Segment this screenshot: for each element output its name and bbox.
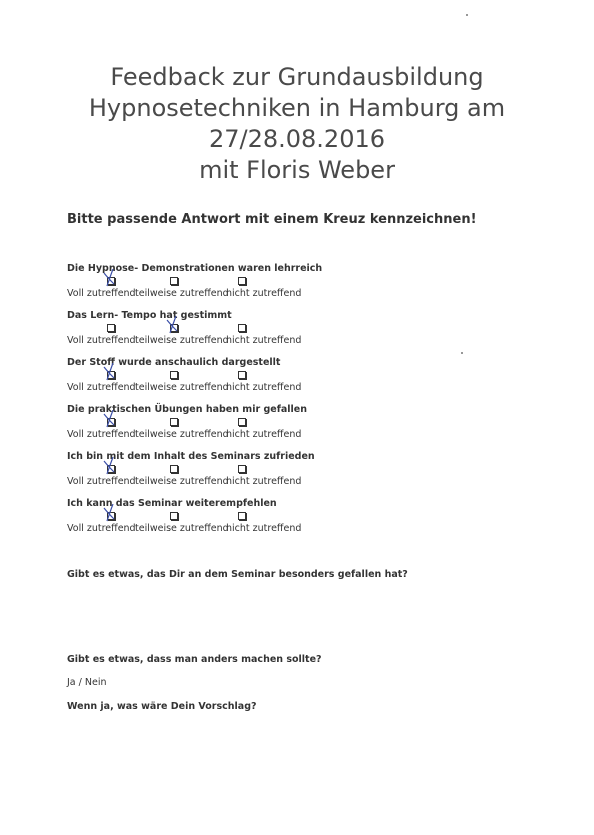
question-text: Das Lern- Tempo hat gestimmt [67,310,232,321]
answer-checkboxes [67,369,527,381]
answer-checkboxes [67,275,527,287]
title-line: 27/28.08.2016 [208,125,386,153]
checkbox-teilweise[interactable] [170,465,178,473]
checkbox-nicht[interactable] [238,512,246,520]
instruction-text: Bitte passende Antwort mit einem Kreuz kennzeichnen! [67,212,477,227]
question-block [67,262,527,300]
title-line: Feedback zur Grundausbildung [110,63,484,91]
checkbox-teilweise[interactable] [170,418,178,426]
option-label: nicht zutreffend [226,288,302,299]
option-label: Voll zutreffend [67,288,136,299]
option-label: teilweise zutreffend [135,476,229,487]
checkbox-teilweise[interactable] [170,512,178,520]
option-label: Voll zutreffend [67,335,136,346]
handwritten-cross-icon [103,363,115,381]
option-label: teilweise zutreffend [135,288,229,299]
question-block [67,309,527,347]
option-label: nicht zutreffend [226,523,302,534]
question-block [67,403,527,441]
answer-checkboxes [67,322,527,334]
option-label: teilweise zutreffend [135,335,229,346]
checkbox-teilweise[interactable] [170,277,178,285]
title-line: Hypnosetechniken in Hamburg am [88,94,506,122]
handwritten-cross-icon [103,269,115,287]
option-label: teilweise zutreffend [135,382,229,393]
option-label: nicht zutreffend [226,382,302,393]
question-text: Ich bin mit dem Inhalt des Seminars zufrieden [67,451,315,462]
answer-checkboxes [67,463,527,475]
question-text: Ich kann das Seminar weiterempfehlen [67,498,277,509]
title-line: mit Floris Weber [199,156,395,184]
yes-no-choice[interactable]: Ja / Nein [67,677,107,688]
option-label: teilweise zutreffend [135,429,229,440]
open-question-suggestion: Wenn ja, was wäre Dein Vorschlag? [67,701,257,712]
answer-checkboxes [67,510,527,522]
question-block [67,450,527,488]
option-label: nicht zutreffend [226,476,302,487]
checkbox-teilweise[interactable] [170,371,178,379]
option-label: nicht zutreffend [226,429,302,440]
checkbox-nicht[interactable] [238,277,246,285]
handwritten-cross-icon [166,316,178,334]
question-block [67,356,527,394]
form-title [60,62,534,186]
option-label: Voll zutreffend [67,476,136,487]
answer-options [67,522,527,535]
question-text: Der Stoff wurde anschaulich dargestellt [67,357,281,368]
checkbox-nicht[interactable] [238,324,246,332]
answer-options [67,475,527,488]
checkbox-nicht[interactable] [238,371,246,379]
question-block [67,497,527,535]
open-question-change: Gibt es etwas, dass man anders machen sollte? [67,654,322,665]
handwritten-cross-icon [103,457,115,475]
option-label: teilweise zutreffend [135,523,229,534]
option-label: Voll zutreffend [67,429,136,440]
scan-speck [461,352,463,354]
answer-options [67,381,527,394]
checkbox-nicht[interactable] [238,418,246,426]
handwritten-cross-icon [103,504,115,522]
scan-speck [466,14,468,16]
checkbox-voll[interactable] [107,324,115,332]
handwritten-cross-icon [103,410,115,428]
open-question-liked: Gibt es etwas, das Dir an dem Seminar besonders gefallen hat? [67,569,408,580]
answer-checkboxes [67,416,527,428]
answer-options [67,287,527,300]
question-text: Die praktischen Übungen haben mir gefallen [67,404,307,415]
answer-options [67,334,527,347]
question-text: Die Hypnose- Demonstrationen waren lehrreich [67,263,323,274]
checkbox-nicht[interactable] [238,465,246,473]
option-label: Voll zutreffend [67,523,136,534]
option-label: Voll zutreffend [67,382,136,393]
option-label: nicht zutreffend [226,335,302,346]
answer-options [67,428,527,441]
